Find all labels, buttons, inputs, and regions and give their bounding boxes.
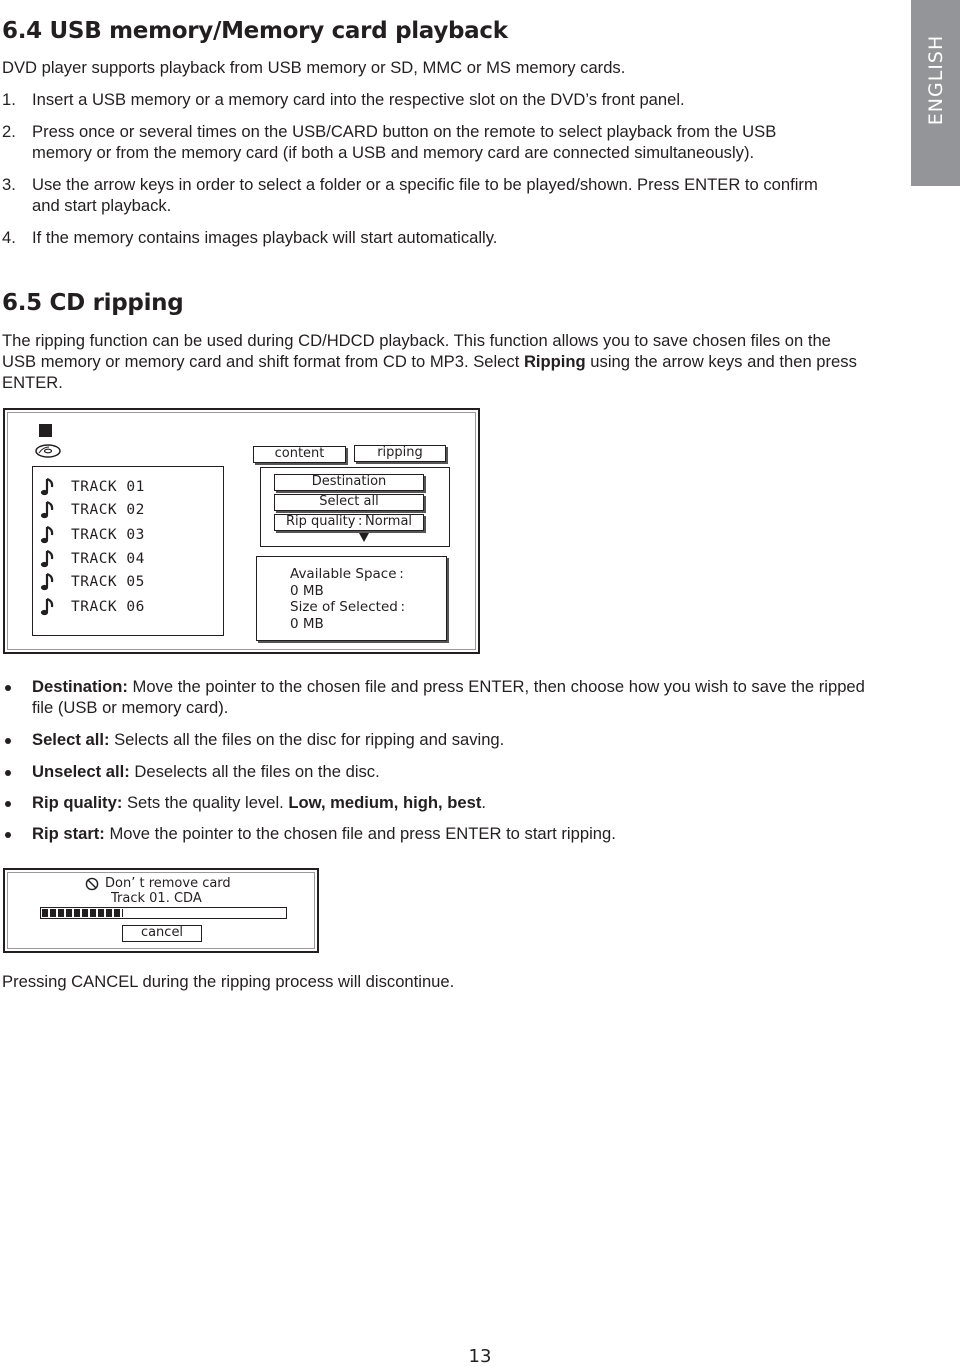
track-item[interactable]: [39, 498, 145, 522]
cancel-note: Pressing CANCEL during the ripping process will discontinue.: [2, 972, 455, 991]
destination-option[interactable]: Destination: [274, 474, 424, 491]
select-all-option[interactable]: Select all: [274, 494, 424, 511]
bullet-term: Unselect all:: [32, 762, 130, 781]
bullet-text: Move the pointer to the chosen file and press ENTER, then choose how you wish to save the ripped file (USB or memory card).: [32, 677, 865, 717]
track-label: TRACK 04: [71, 551, 145, 567]
bullet-select-all: [2, 729, 872, 750]
bullet-dot: [5, 801, 11, 807]
track-item[interactable]: [39, 595, 145, 619]
music-note-icon: [39, 476, 61, 498]
rip-quality-option[interactable]: Rip quality : Normal: [274, 514, 424, 531]
track-label: TRACK 05: [71, 574, 145, 590]
music-note-icon: [39, 571, 61, 593]
ripping-progress-bar: [40, 907, 287, 919]
rip-intro-part1: The ripping function can be used during CD/HDCD playback. This function allows you to save chosen files on the USB memory or memory card and shift format from CD to MP3. Select: [2, 331, 831, 371]
bullet-dot: [5, 832, 11, 838]
bullet-quality-levels: Low, medium, high, best: [288, 793, 482, 812]
rip-intro-bold: Ripping: [523, 352, 586, 371]
ripping-screen: [3, 408, 480, 654]
bullet-term: Rip quality:: [32, 793, 123, 812]
usb-step-2: [2, 121, 832, 163]
cancel-button[interactable]: cancel: [122, 925, 202, 942]
track-label: TRACK 02: [71, 502, 145, 518]
bullet-destination: [2, 676, 872, 718]
disc-icon: [35, 444, 61, 458]
progress-fill: [42, 909, 123, 917]
no-entry-icon: [85, 877, 99, 891]
bullet-term: Select all:: [32, 730, 110, 749]
music-note-icon: [39, 596, 61, 618]
stop-icon: [39, 424, 52, 437]
bullet-text: Selects all the files on the disc for ripping and saving.: [109, 730, 505, 749]
rip-intro: [2, 330, 862, 393]
step-text: Press once or several times on the USB/CARD button on the remote to select playback from the USB memory or from the memory card (if both a USB and memory card are connected simultaneously).: [32, 122, 777, 162]
bullet-rip-start: [2, 823, 872, 844]
track-label: TRACK 01: [71, 479, 145, 495]
tab-ripping[interactable]: ripping: [354, 445, 446, 462]
step-text: If the memory contains images playback will start automatically.: [32, 228, 498, 247]
available-space-label: Available Space :: [290, 566, 404, 582]
bullet-dot: [5, 685, 11, 691]
step-number: 1.: [2, 90, 16, 109]
bullet-term: Rip start:: [32, 824, 105, 843]
track-list: [32, 466, 224, 636]
track-item[interactable]: [39, 523, 145, 547]
section-heading-rip: 6.5 CD ripping: [2, 290, 184, 316]
available-space-value: 0 MB: [290, 583, 324, 599]
rip-intro-part2: using the arrow keys and then press ENTER.: [2, 352, 857, 392]
language-tab: [911, 0, 960, 186]
step-text: Use the arrow keys in order to select a folder or a specific file to be played/shown. Press ENTER to confirm and start playback.: [32, 175, 818, 215]
bullet-rip-quality: [2, 792, 872, 813]
space-info-panel: [256, 556, 447, 641]
usb-intro: DVD player supports playback from USB memory or SD, MMC or MS memory cards.: [2, 58, 626, 77]
music-note-icon: [39, 499, 61, 521]
bullet-term: Destination:: [32, 677, 128, 696]
language-label: ENGLISH: [924, 34, 947, 126]
usb-step-4: [2, 227, 832, 248]
current-track-text: Track 01. CDA: [111, 891, 202, 906]
scroll-down-arrow-icon[interactable]: [359, 533, 369, 542]
bullet-dot: [5, 738, 11, 744]
selected-size-label: Size of Selected :: [290, 599, 406, 615]
tab-content[interactable]: content: [253, 446, 346, 463]
warning-text: Don’ t remove card: [105, 876, 231, 891]
bullet-text: Move the pointer to the chosen file and press ENTER to start ripping.: [104, 824, 616, 843]
bullet-dot: [5, 770, 11, 776]
track-label: TRACK 06: [71, 599, 145, 615]
ripping-progress-screen: [3, 868, 319, 953]
bullet-tail: .: [481, 793, 486, 812]
bullet-unselect-all: [2, 761, 872, 782]
selected-size-value: 0 MB: [290, 616, 324, 632]
usb-step-3: [2, 174, 832, 216]
usb-step-1: [2, 89, 832, 110]
bullet-text: Deselects all the files on the disc.: [129, 762, 380, 781]
track-item[interactable]: [39, 475, 145, 499]
step-number: 4.: [2, 228, 16, 247]
step-number: 2.: [2, 122, 16, 141]
step-text: Insert a USB memory or a memory card into the respective slot on the DVD’s front panel.: [32, 90, 685, 109]
track-item[interactable]: [39, 570, 145, 594]
bullet-text: Sets the quality level.: [122, 793, 289, 812]
page-number: 13: [468, 1346, 492, 1367]
step-number: 3.: [2, 175, 16, 194]
track-item[interactable]: [39, 547, 145, 571]
section-heading-usb: 6.4 USB memory/Memory card playback: [2, 18, 508, 44]
music-note-icon: [39, 548, 61, 570]
music-note-icon: [39, 524, 61, 546]
track-label: TRACK 03: [71, 527, 145, 543]
